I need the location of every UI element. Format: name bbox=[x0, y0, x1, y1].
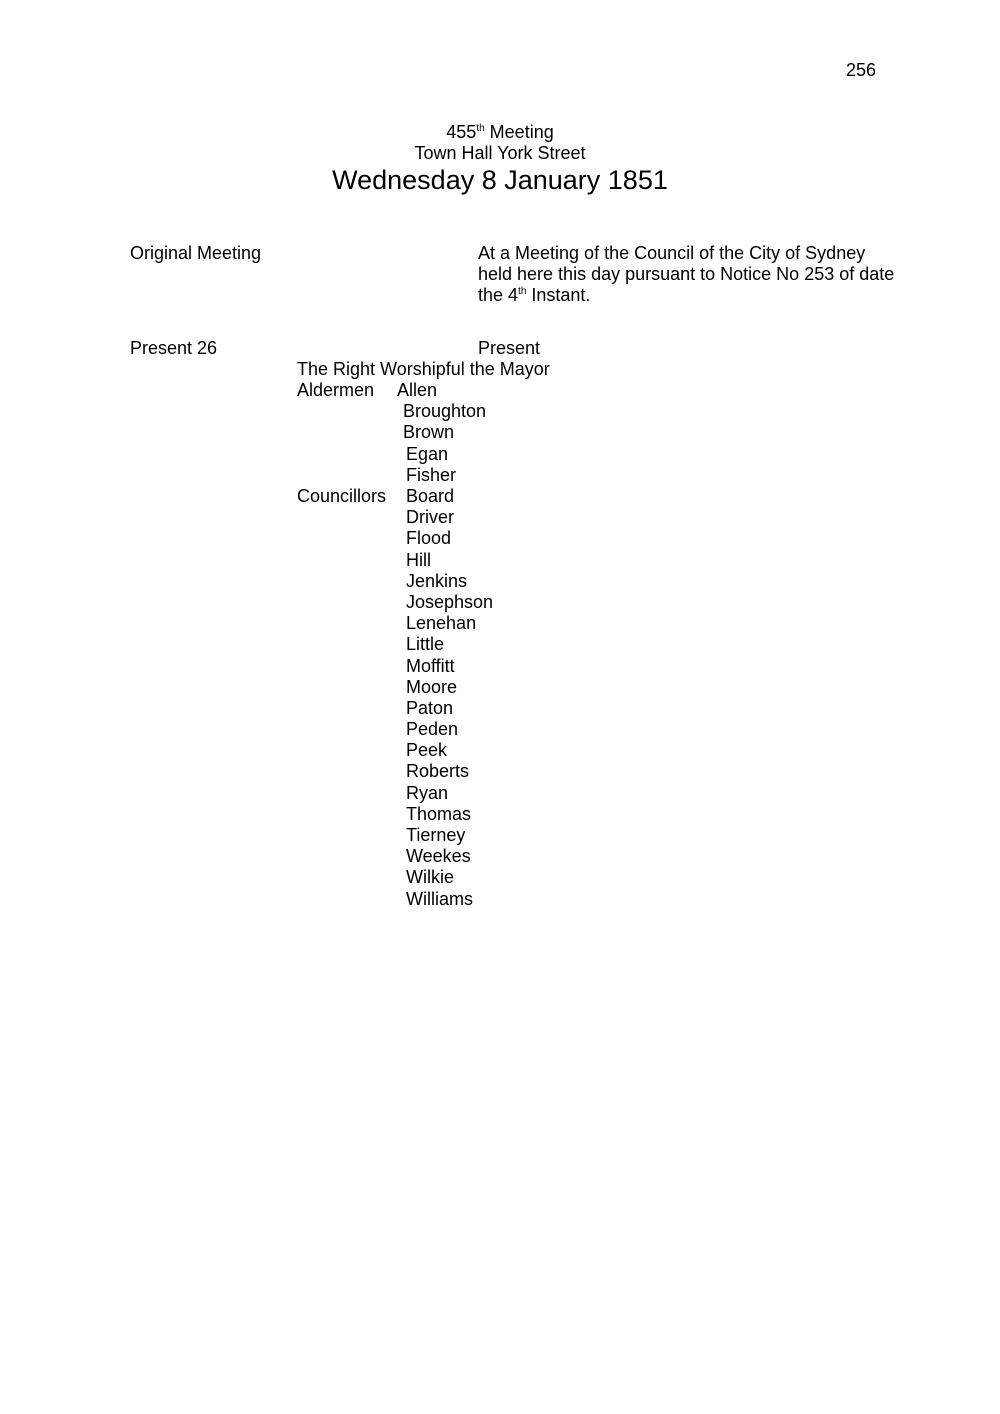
page-number: 256 bbox=[846, 60, 877, 80]
councillor-name: Peden bbox=[406, 719, 459, 740]
meeting-intro bbox=[478, 243, 894, 307]
councillor-name: Wilkie bbox=[406, 867, 454, 888]
meeting-number-value: 455 bbox=[446, 122, 477, 142]
councillor-name: Hill bbox=[406, 549, 431, 570]
intro-date-prefix: the 4 bbox=[478, 285, 519, 306]
councillor-name: Driver bbox=[406, 507, 454, 528]
alderman-name: Brown bbox=[403, 422, 455, 443]
intro-line: At a Meeting of the Council of the City of Sydney bbox=[478, 243, 866, 263]
intro-line bbox=[478, 285, 894, 306]
councillor-name: Moffitt bbox=[406, 655, 455, 676]
councillor-name: Moore bbox=[406, 676, 458, 697]
meeting-number-suffix: th bbox=[476, 123, 485, 134]
councillors-list bbox=[406, 486, 493, 910]
alderman-name: Fisher bbox=[406, 464, 457, 485]
councillor-name: Thomas bbox=[406, 803, 472, 824]
meeting-date: Wednesday 8 January 1851 bbox=[332, 165, 668, 195]
councillor-name: Roberts bbox=[406, 761, 470, 782]
councillor-name: Peek bbox=[406, 740, 448, 761]
councillor-name: Josephson bbox=[406, 591, 494, 612]
councillor-name: Board bbox=[406, 486, 455, 506]
councillor-name: Little bbox=[406, 634, 445, 655]
councillor-name: Lenehan bbox=[406, 613, 477, 634]
councillors-label: Councillors bbox=[297, 486, 387, 506]
alderman-name: Broughton bbox=[403, 401, 487, 422]
intro-date-suffix: th bbox=[518, 286, 527, 298]
mayor-line: The Right Worshipful the Mayor bbox=[297, 359, 550, 379]
councillor-name: Paton bbox=[406, 697, 454, 718]
meeting-number-label: Meeting bbox=[484, 122, 554, 142]
alderman-name: Allen bbox=[397, 380, 438, 400]
councillor-name: Jenkins bbox=[406, 570, 468, 591]
councillor-name: Williams bbox=[406, 888, 473, 909]
intro-line: held here this day pursuant to Notice No 253 of date bbox=[478, 264, 895, 285]
councillor-name: Flood bbox=[406, 528, 452, 549]
margin-note-original-meeting: Original Meeting bbox=[130, 243, 262, 263]
meeting-place: Town Hall York Street bbox=[414, 143, 586, 163]
present-heading: Present bbox=[478, 338, 541, 358]
intro-date-rest: Instant. bbox=[526, 285, 591, 306]
alderman-name: Egan bbox=[406, 443, 449, 464]
meeting-number bbox=[0, 122, 1000, 143]
aldermen-list bbox=[397, 380, 486, 486]
councillor-name: Tierney bbox=[406, 825, 466, 845]
councillor-name: Ryan bbox=[406, 782, 449, 803]
margin-note-present: Present 26 bbox=[130, 338, 218, 358]
aldermen-label: Aldermen bbox=[297, 380, 375, 400]
councillor-name: Weekes bbox=[406, 846, 471, 867]
